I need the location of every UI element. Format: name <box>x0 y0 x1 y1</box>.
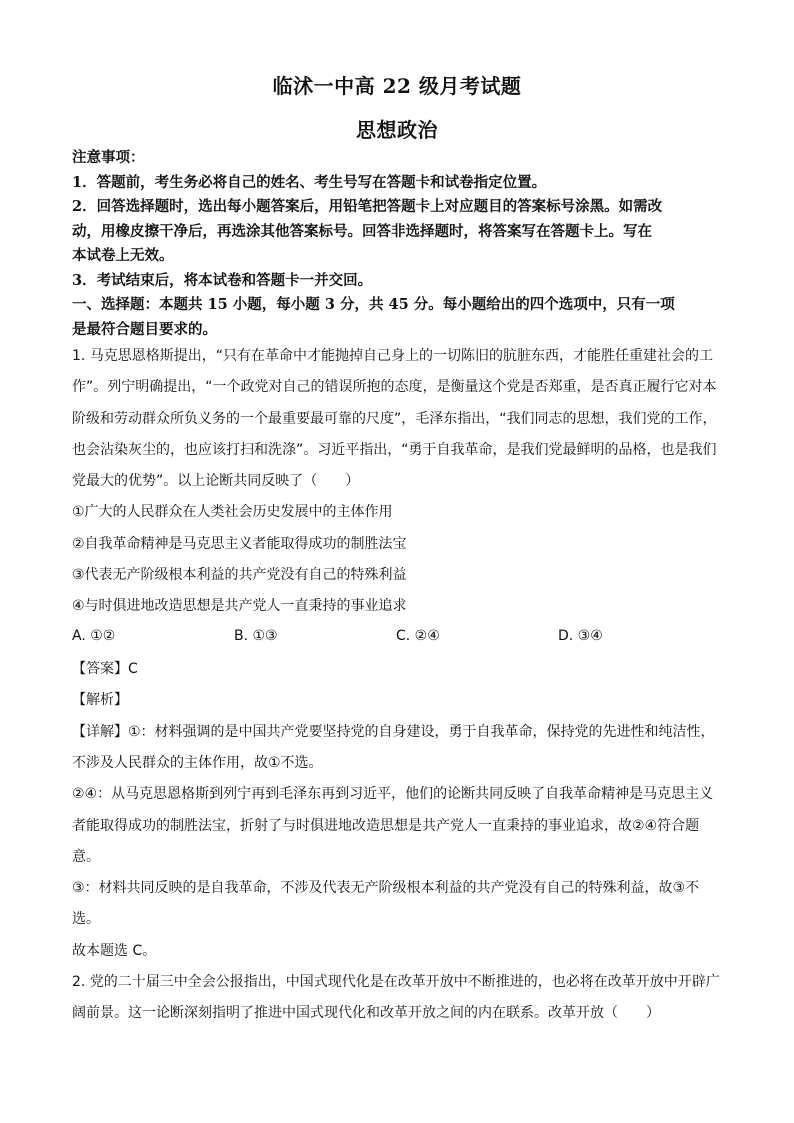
section-heading-line-2: 是最符合题目要求的。 <box>72 321 217 338</box>
q1-statement-4: ④与时俱进地改造思想是共产党人一直秉持的事业追求 <box>72 598 407 614</box>
notice-heading: 注意事项： <box>72 149 145 166</box>
q1-detail-line-5: 意。 <box>72 849 100 865</box>
q1-detail-line-2: 不涉及人民群众的主体作用，故①不选。 <box>72 755 323 771</box>
q1-option-a: A. ①② <box>72 628 116 644</box>
q1-stem-line-1: 1. 马克思恩格斯提出，“只有在革命中才能抛掉自己身上的一切陈旧的肮脏东西，才能胜任重建社会的工 <box>72 348 714 364</box>
q1-statement-2: ②自我革命精神是马克思主义者能取得成功的制胜法宝 <box>72 536 407 552</box>
q1-conclusion: 故本题选 C。 <box>72 943 157 959</box>
q1-stem-line-2: 作”。列宁明确提出，“一个政党对自己的错误所抱的态度，是衡量这个党是否郑重，是否真正履行它对本 <box>72 379 717 395</box>
notice-item-1: 1．答题前，考生务必将自己的姓名、考生号写在答题卡和试卷指定位置。 <box>72 174 547 191</box>
notice-item-2-line-1: 2．回答选择题时，选出每小题答案后，用铅笔把答题卡上对应题目的答案标号涂黑。如需改 <box>72 198 663 215</box>
q1-stem-line-4: 也会沾染灰尘的，也应该打扫和洗涤”。习近平指出，“勇于自我革命，是我们党最鲜明的品格，也是我们 <box>72 442 717 458</box>
notice-item-2-line-2: 动，用橡皮擦干净后，再选涂其他答案标号。回答非选择题时，将答案写在答题卡上。写在 <box>72 223 652 240</box>
q1-detail-line-4: 者能取得成功的制胜法宝，折射了与时俱进地改造思想是共产党人一直秉持的事业追求，故②④符合题 <box>72 818 700 834</box>
q1-option-b: B. ①③ <box>234 628 278 644</box>
q1-statement-1: ①广大的人民群众在人类社会历史发展中的主体作用 <box>72 504 393 520</box>
exam-title: 临沭一中高 22 级月考试题 <box>272 74 522 98</box>
section-heading-line-1: 一、选择题：本题共 15 小题，每小题 3 分，共 45 分。每小题给出的四个选项中，只有一项 <box>72 296 675 313</box>
q1-detail-line-7: 选。 <box>72 911 100 927</box>
q1-option-d: D. ③④ <box>558 628 603 644</box>
q1-answer: 【答案】C <box>72 661 138 677</box>
subject-title: 思想政治 <box>356 118 438 142</box>
q1-detail-line-1: 【详解】①：材料强调的是中国共产党要坚持党的自身建设，勇于自我革命，保持党的先进性和纯洁性， <box>72 724 715 740</box>
q2-stem-line-1: 2. 党的二十届三中全会公报指出，中国式现代化是在改革开放中不断推进的，也必将在改革开放中开辟广 <box>72 974 720 990</box>
notice-item-2-line-3: 本试卷上无效。 <box>72 247 174 264</box>
q1-detail-line-3: ②④：从马克思恩格斯到列宁再到毛泽东再到习近平，他们的论断共同反映了自我革命精神是马克思主义 <box>72 786 714 802</box>
notice-item-3: 3．考试结束后，将本试卷和答题卡一并交回。 <box>72 272 373 289</box>
q1-stem-line-3: 阶级和劳动群众所负义务的一个最重要最可靠的尺度”，毛泽东指出，“我们同志的思想，我们党的工作， <box>72 411 717 427</box>
q1-analysis-label: 【解析】 <box>72 692 128 708</box>
q1-detail-line-6: ③：材料共同反映的是自我革命，不涉及代表无产阶级根本利益的共产党没有自己的特殊利益，故③不 <box>72 880 700 896</box>
q1-stem-line-5: 党最大的优势”。以上论断共同反映了（ ） <box>72 473 360 489</box>
q2-stem-line-2: 阔前景。这一论断深刻指明了推进中国式现代化和改革开放之间的内在联系。改革开放（ ） <box>72 1005 660 1021</box>
q1-statement-3: ③代表无产阶级根本利益的共产党没有自己的特殊利益 <box>72 567 407 583</box>
q1-option-c: C. ②④ <box>396 628 440 644</box>
